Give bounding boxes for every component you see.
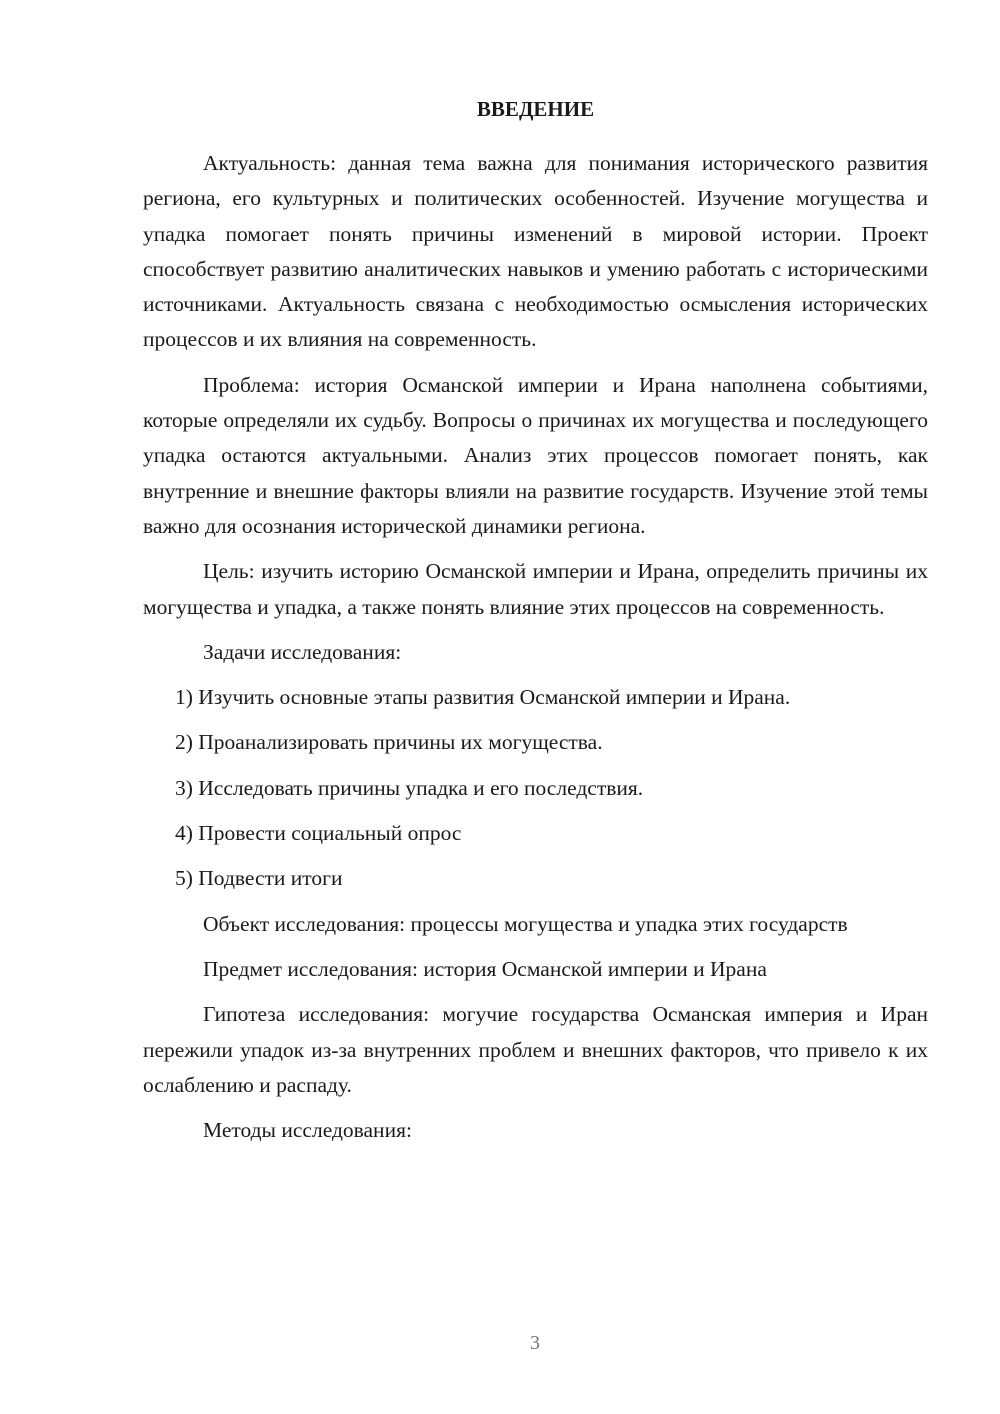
document-page <box>143 92 928 1158</box>
problem-paragraph: Проблема: история Османской империи и Ирана наполнена событиями, которые определяли их судьбу. Вопросы о причинах их могущества и последующего упадка остаются актуальными. Анализ этих процессов помогает понять, как внутренние и внешние факторы влияли на развитие государств. Изучение этой темы важно для осознания исторической динамики региона. <box>143 372 928 538</box>
subject-paragraph: Предмет исследования: история Османской империи и Ирана <box>203 956 767 981</box>
task-item-4: 4) Провести социальный опрос <box>175 821 462 846</box>
goal-paragraph: Цель: изучить историю Османской империи и Ирана, определить причины их могущества и упадка, а также понять влияние этих процессов на современность. <box>143 559 928 619</box>
tasks-title: Задачи исследования: <box>203 639 402 664</box>
page-number: 3 <box>530 1332 540 1354</box>
task-item-2: 2) Проанализировать причины их могущества. <box>175 730 603 755</box>
section-heading: ВВЕДЕНИЕ <box>476 97 595 121</box>
object-paragraph: Объект исследования: процессы могущества и упадка этих государств <box>203 911 848 936</box>
relevance-paragraph: Актуальность: данная тема важна для понимания исторического развития региона, его культурных и политических особенностей. Изучение могущества и упадка помогает понять причины изменений в мировой истории. Проект способствует развитию аналитических навыков и умению работать с историческими источниками. Актуальность связана с необходимостью осмысления исторических процессов и их влияния на современность. <box>143 151 928 352</box>
task-item-3: 3) Исследовать причины упадка и его последствия. <box>175 775 644 800</box>
tasks-list <box>143 680 928 896</box>
hypothesis-paragraph: Гипотеза исследования: могучие государства Османская империя и Иран пережили упадок из-за внутренних проблем и внешних факторов, что привело к их ослаблению и распаду. <box>143 1002 928 1097</box>
methods-title: Методы исследования: <box>203 1118 412 1143</box>
task-item-1: 1) Изучить основные этапы развития Османской империи и Ирана. <box>175 685 791 710</box>
task-item-5: 5) Подвести итоги <box>175 866 343 891</box>
